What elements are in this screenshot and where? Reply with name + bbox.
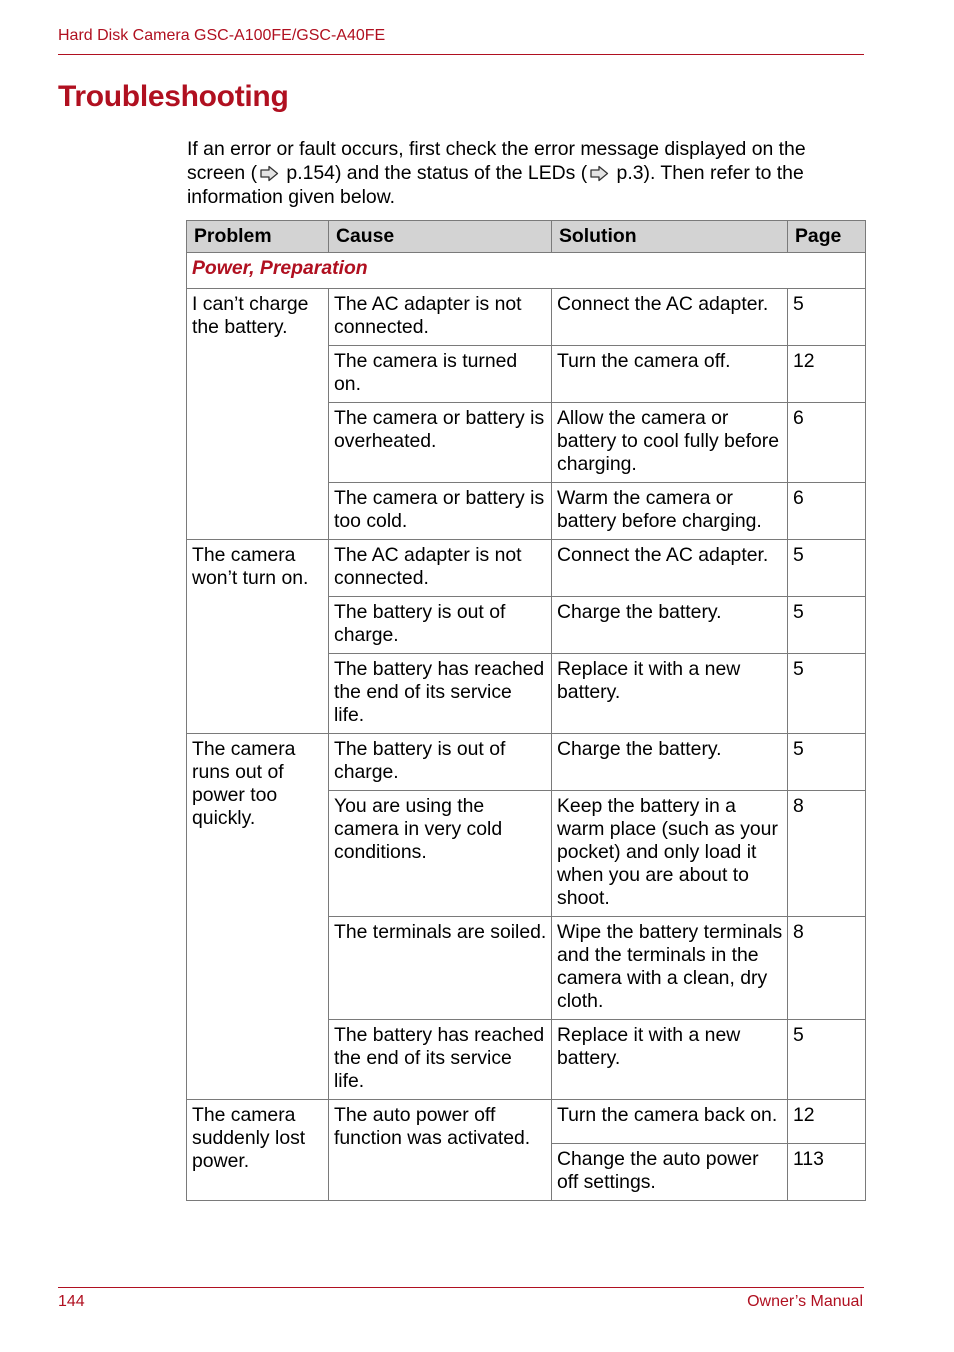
problem-cell: I can’t charge the battery. — [187, 289, 329, 540]
page-cell: 5 — [788, 654, 866, 734]
solution-cell: Connect the AC adapter. — [552, 540, 788, 597]
cause-cell: You are using the camera in very cold conditions. — [329, 791, 552, 917]
table-header-row — [187, 221, 866, 253]
intro-text-1: If an error or fault occurs, first check the error message displayed on the screen ( — [187, 138, 806, 184]
page-cell: 5 — [788, 597, 866, 654]
cause-cell: The AC adapter is not connected. — [329, 289, 552, 346]
page-cell: 8 — [788, 791, 866, 917]
page-title: Troubleshooting — [58, 80, 289, 113]
problem-cell: The camera won’t turn on. — [187, 540, 329, 734]
section-title: Power, Preparation — [187, 253, 866, 289]
cause-cell: The camera is turned on. — [329, 346, 552, 403]
header-rule — [58, 54, 864, 55]
column-header-solution: Solution — [552, 221, 788, 253]
section-row — [187, 253, 866, 289]
table-row — [187, 734, 866, 791]
solution-cell: Allow the camera or battery to cool fully before charging. — [552, 403, 788, 483]
cause-cell: The battery has reached the end of its service life. — [329, 654, 552, 734]
column-header-cause: Cause — [329, 221, 552, 253]
page-cell: 6 — [788, 403, 866, 483]
running-header: Hard Disk Camera GSC-A100FE/GSC-A40FE — [58, 27, 386, 44]
solution-cell: Charge the battery. — [552, 597, 788, 654]
solution-cell: Replace it with a new battery. — [552, 654, 788, 734]
column-header-page: Page — [788, 221, 866, 253]
page-cell: 12 — [788, 1100, 866, 1144]
arrow-right-icon — [259, 165, 279, 182]
solution-cell: Turn the camera off. — [552, 346, 788, 403]
solution-cell: Connect the AC adapter. — [552, 289, 788, 346]
page-cell: 6 — [788, 483, 866, 540]
solution-cell: Change the auto power off settings. — [552, 1144, 788, 1201]
solution-cell: Wipe the battery terminals and the terminals in the camera with a clean, dry cloth. — [552, 917, 788, 1020]
page-cell: 8 — [788, 917, 866, 1020]
column-header-problem: Problem — [187, 221, 329, 253]
page-cell: 5 — [788, 289, 866, 346]
page-cell: 12 — [788, 346, 866, 403]
problem-cell: The camera runs out of power too quickly. — [187, 734, 329, 1100]
table-row — [187, 289, 866, 346]
arrow-right-icon — [589, 165, 609, 182]
footer-rule — [58, 1287, 864, 1288]
page-cell: 113 — [788, 1144, 866, 1201]
solution-cell: Charge the battery. — [552, 734, 788, 791]
cause-cell: The battery is out of charge. — [329, 597, 552, 654]
page-cell: 5 — [788, 734, 866, 791]
cause-cell: The camera or battery is too cold. — [329, 483, 552, 540]
cause-cell: The battery has reached the end of its service life. — [329, 1020, 552, 1100]
troubleshooting-table — [186, 220, 866, 1201]
page-cell: 5 — [788, 1020, 866, 1100]
intro-paragraph — [187, 137, 867, 209]
page-cell: 5 — [788, 540, 866, 597]
cause-cell: The battery is out of charge. — [329, 734, 552, 791]
cause-cell: The terminals are soiled. — [329, 917, 552, 1020]
solution-cell: Keep the battery in a warm place (such as your pocket) and only load it when you are about to shoot. — [552, 791, 788, 917]
intro-text-3: p.3). Then refer to the information given below. — [187, 162, 804, 208]
solution-cell: Warm the camera or battery before charging. — [552, 483, 788, 540]
problem-cell: The camera suddenly lost power. — [187, 1100, 329, 1201]
footer-label: Owner’s Manual — [747, 1293, 863, 1310]
cause-cell: The camera or battery is overheated. — [329, 403, 552, 483]
intro-text-2: p.154) and the status of the LEDs ( — [281, 162, 588, 184]
solution-cell: Replace it with a new battery. — [552, 1020, 788, 1100]
table-row — [187, 1100, 866, 1144]
cause-cell: The AC adapter is not connected. — [329, 540, 552, 597]
solution-cell: Turn the camera back on. — [552, 1100, 788, 1144]
cause-cell: The auto power off function was activated. — [329, 1100, 552, 1201]
table-row — [187, 540, 866, 597]
page-number: 144 — [58, 1293, 85, 1310]
